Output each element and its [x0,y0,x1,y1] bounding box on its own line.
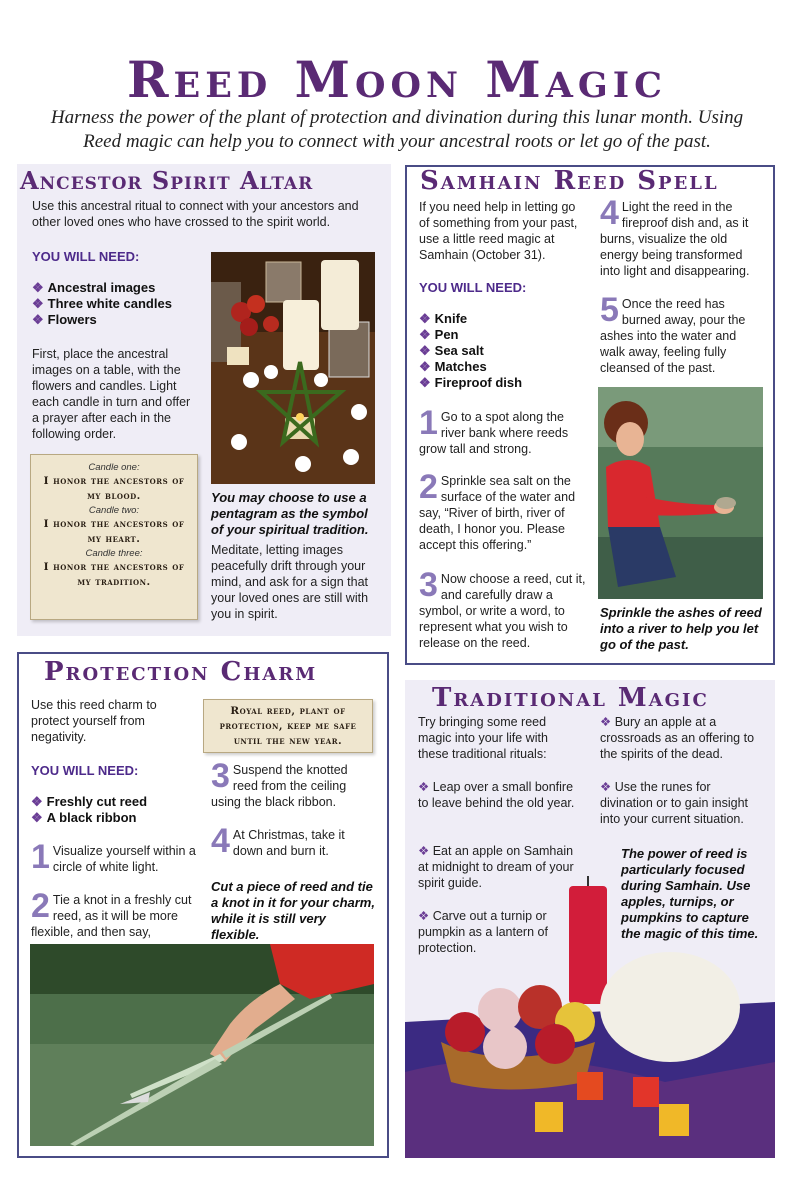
bullet-icon: ❖ [419,327,431,342]
traditional-photo [405,872,775,1158]
protection-caption: Cut a piece of reed and tie a knot in it for your charm, while it is still very flexible. [211,879,375,942]
bullet-icon: ❖ [419,343,431,358]
altar-need-label: YOU WILL NEED: [32,249,140,264]
list-item: ❖ Knife [419,311,468,326]
traditional-item-1: ❖ Leap over a small bonfire to leave behind the old year. [418,780,575,810]
bullet-icon: ❖ [32,296,44,311]
samhain-intro: If you need help in letting go of something from your past, use a little reed magic at Samhain (October 31). [419,200,578,262]
samhain-step-1: 1 Go to a spot along the river bank where reeds grow tall and strong. [419,404,569,456]
samhain-step-5: 5 Once the reed has burned away, pour the ashes into the water and walk away, feeling fully cleansed of the past. [600,291,746,375]
list-item: ❖ Fireproof dish [419,375,523,390]
protection-photo [30,944,374,1146]
protection-needs-list [31,794,201,826]
samhain-step-2: 2 Sprinkle sea salt on the surface of the water and say, “River of birth, river of death, I honor you. Please accept this offering.” [419,468,576,552]
traditional-item-2: ❖ Eat an apple on Samhain at midnight to dream of your spirit guide. [418,844,574,890]
bullet-icon: ❖ [31,810,43,825]
traditional-item-5: ❖ Use the runes for divination or to gain insight into your current situation. [600,780,749,826]
list-item: ❖ Pen [419,327,459,342]
altar-needs-list [32,280,207,328]
samhain-need-label: YOU WILL NEED: [419,280,527,295]
list-item: ❖ Matches [419,359,487,374]
protection-parchment: Royal reed, plant of protection, keep me safe until the new year. [203,699,373,753]
altar-parchment: Candle one: I honor the ancestors of my blood. Candle two: I honor the ancestors of my heart. Candle three: I honor the ancestors of my tradition. [30,454,198,620]
samhain-heading: Samhain Reed Spell [420,166,719,196]
altar-intro: Use this ancestral ritual to connect with your ancestors and other loved ones who have crossed to the spirit world. [32,199,359,229]
page-intro: Harness the power of the plant of protection and divination during this lunar month. Using Reed magic can help you to connect with your ancestral roots or let go of the past. [50,107,744,152]
altar-photo [211,252,375,484]
protection-step-2: 2 Tie a knot in a freshly cut reed, as it will be more flexible, and then say, [31,887,192,939]
bullet-icon: ❖ [419,359,431,374]
list-item: ❖ Freshly cut reed [31,794,148,809]
protection-step-1: 1 Visualize yourself within a circle of white light. [31,838,196,876]
samhain-step-3: 3 Now choose a reed, cut it, and carefully draw a symbol, or write a word, to represent what you wish to release on the reed. [419,566,586,650]
samhain-photo [598,387,763,599]
protection-intro: Use this reed charm to protect yourself from negativity. [31,698,157,744]
altar-body: First, place the ancestral images on a table, with the flowers and candles. Light each candle in turn and offer a prayer after each in the following order. [32,347,191,441]
traditional-caption: The power of reed is particularly focused during Samhain. Use apples, turnips, or pumpkins to capture the magic of this time. [621,846,759,941]
traditional-item-3: ❖ Carve out a turnip or pumpkin as a lantern of protection. [418,909,548,955]
protection-heading: Protection Charm [44,657,318,687]
bullet-icon: ❖ [600,715,615,729]
bullet-icon: ❖ [32,280,44,295]
bullet-icon: ❖ [600,780,615,794]
bullet-icon: ❖ [32,312,44,327]
protection-step-4: 4 At Christmas, take it down and burn it. [211,822,345,860]
bullet-icon: ❖ [418,780,433,794]
bullet-icon: ❖ [419,375,431,390]
altar-caption: You may choose to use a pentagram as the symbol of your spiritual tradition. [211,490,369,537]
bullet-icon: ❖ [418,909,433,923]
protection-need-label: YOU WILL NEED: [31,763,139,778]
bullet-icon: ❖ [31,794,43,809]
altar-heading: Ancestor Spirit Altar [20,166,314,195]
bullet-icon: ❖ [419,311,431,326]
samhain-step-4: 4 Light the reed in the fireproof dish and, as it burns, visualize the old energy being transformed into light and disappearing. [600,194,750,278]
list-item: ❖ Sea salt [419,343,484,358]
page-title: Reed Moon Magic [126,50,667,109]
samhain-needs-list [419,311,589,391]
altar-closing: Meditate, letting images peacefully drift through your mind, and ask for a sign that your loved ones are still with you in spirit. [211,543,369,621]
list-item: ❖ Ancestral images [32,280,156,295]
traditional-intro: Try bringing some reed magic into your life with these traditional rituals: [418,715,548,761]
traditional-heading: Traditional Magic [432,683,709,713]
samhain-caption: Sprinkle the ashes of reed into a river to help you let go of the past. [600,605,762,652]
traditional-item-4: ❖ Bury an apple at a crossroads as an offering to the spirits of the dead. [600,715,755,761]
list-item: ❖ Three white candles [32,296,172,311]
protection-step-3: 3 Suspend the knotted reed from the ceiling using the black ribbon. [211,757,348,809]
list-item: ❖ A black ribbon [31,810,137,825]
bullet-icon: ❖ [418,844,433,858]
list-item: ❖ Flowers [32,312,97,327]
